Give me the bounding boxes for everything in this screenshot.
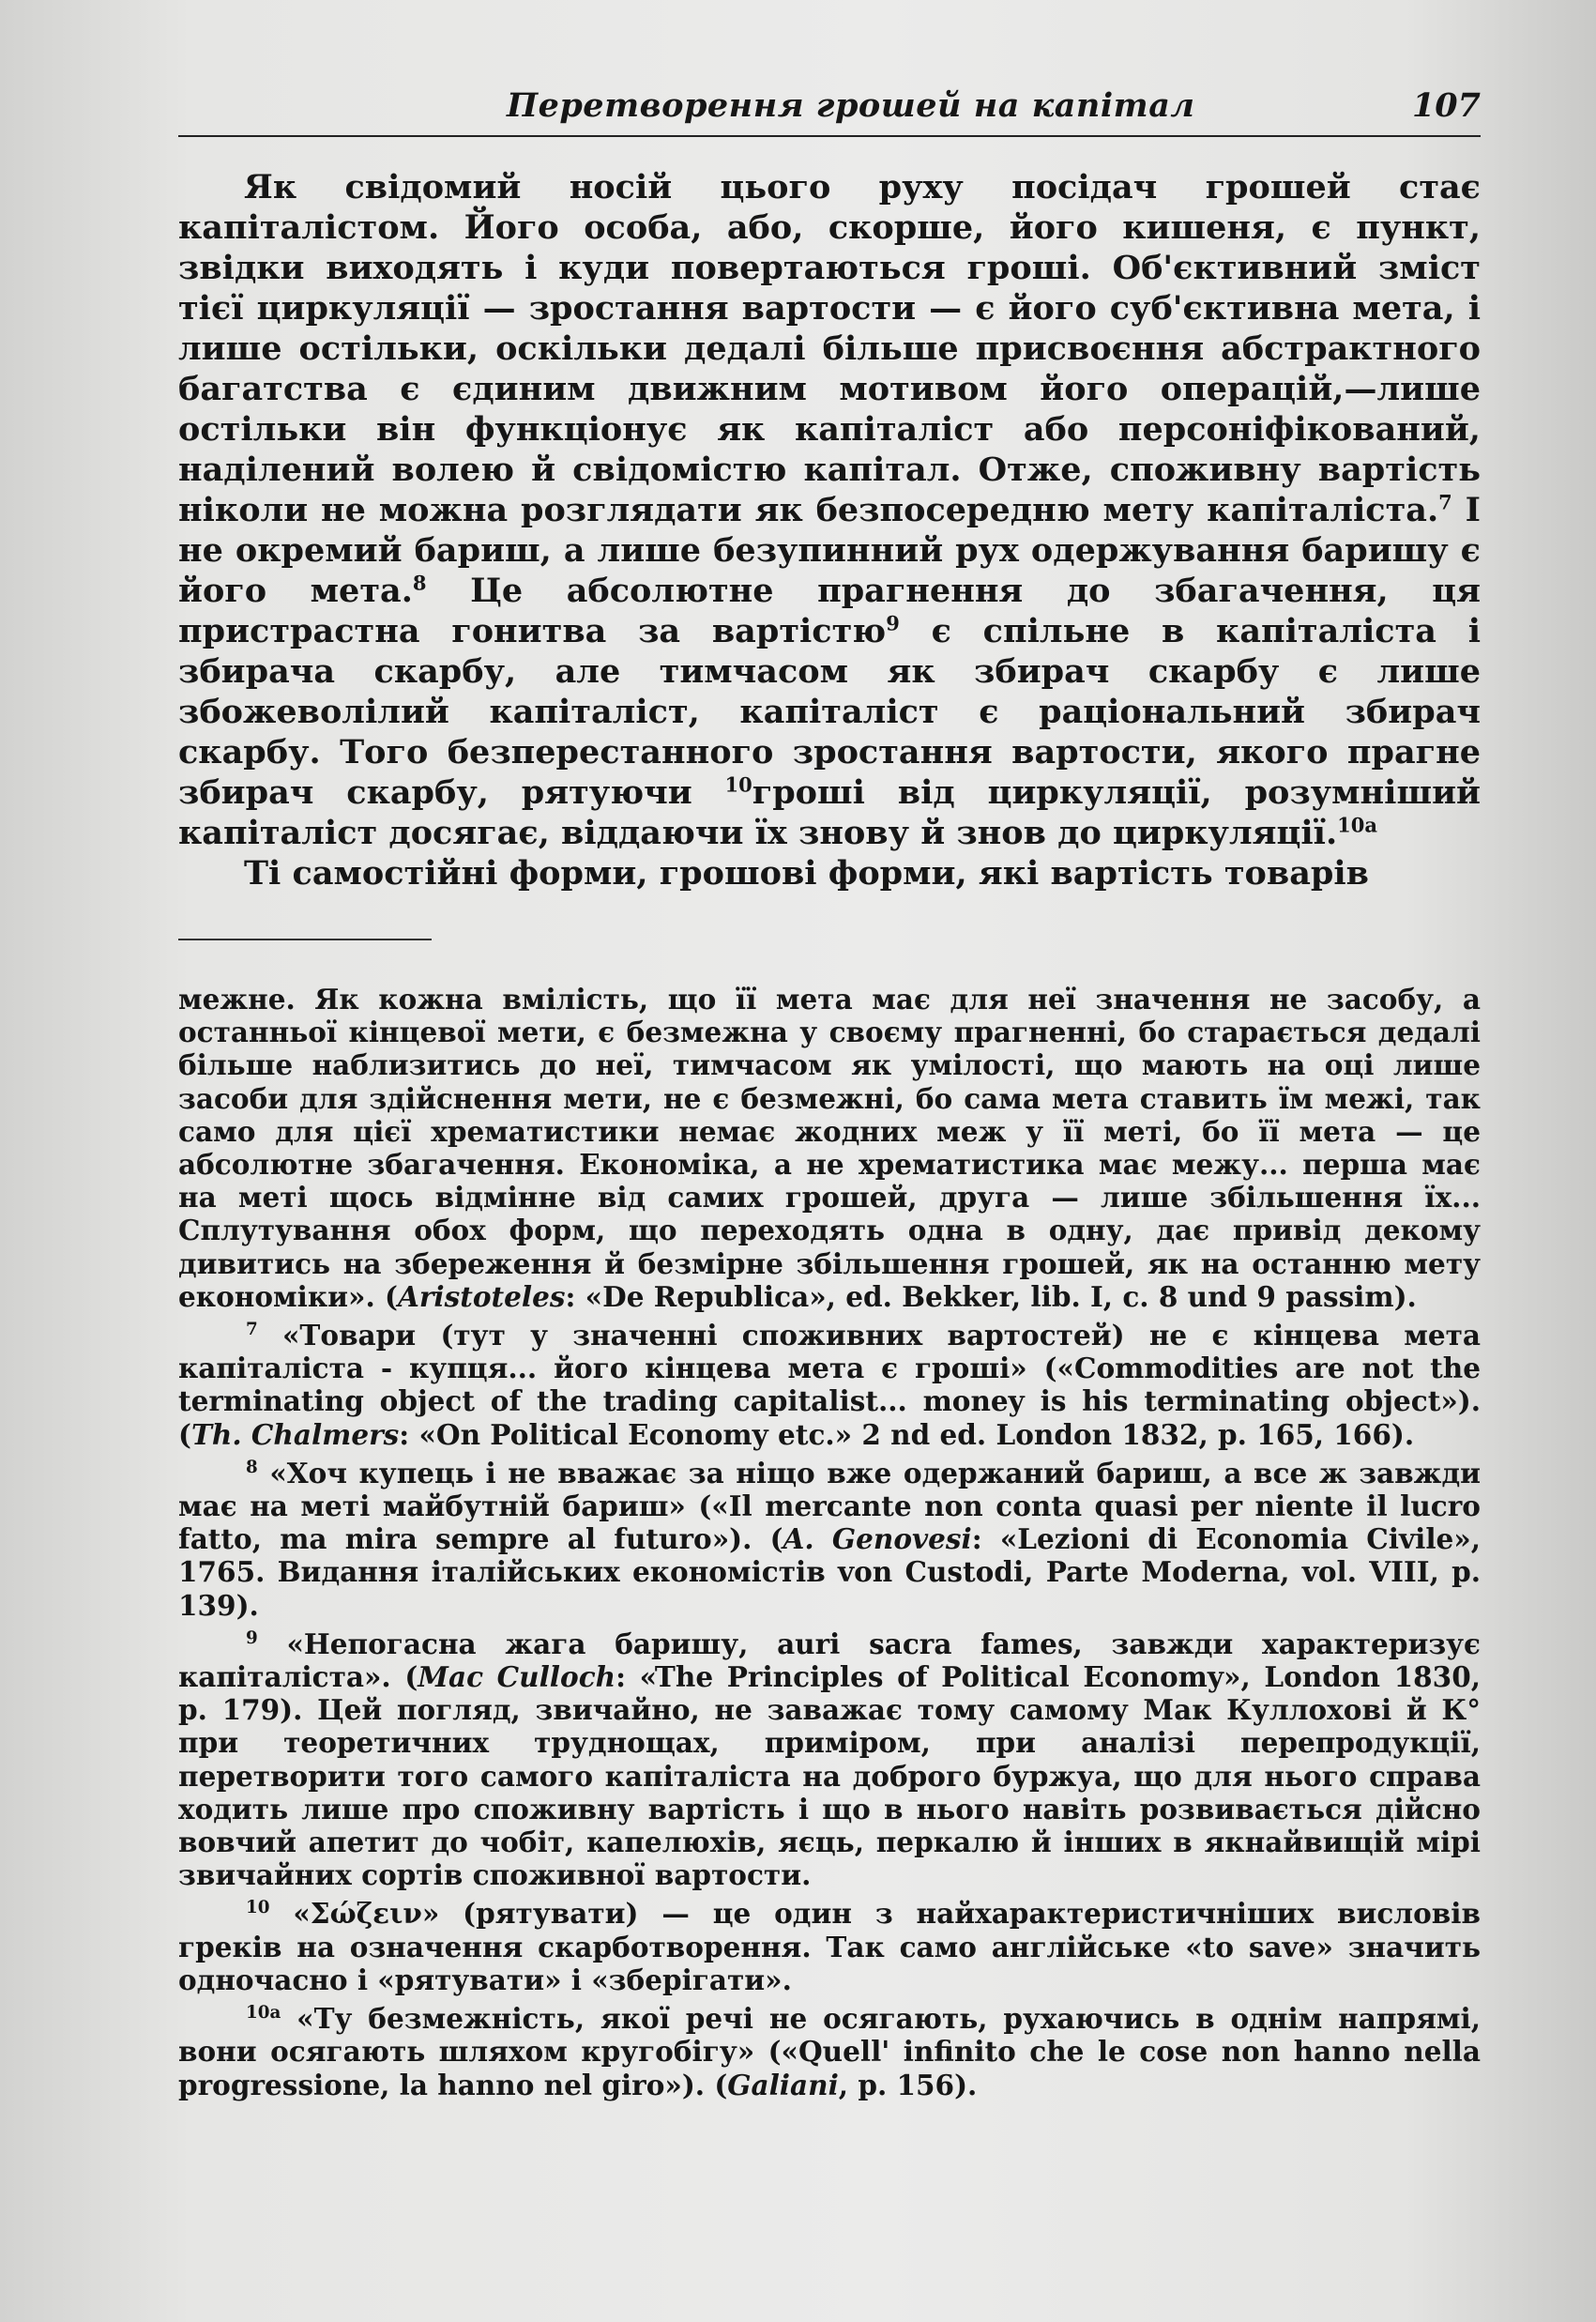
footnote-ref-10: 10 xyxy=(724,772,752,797)
footnote-8: $^8$ «Хоч купець і не вважає за ніщо вже одержаний бариш, а все ж завжди має на меті майбутній бариш» («Il mercante non conta quasi per niente il lucro fatto, ma mira sempre al futuro»). (A. Genovesi: «Lezioni di Economia Civile», 1765. Видання італійських економістів von Custodi, Parte Moderna, vol. VIII, p. 139). xyxy=(178,1456,1482,1622)
footnote-rule xyxy=(178,939,432,940)
footnote-mark: 10a xyxy=(246,2003,281,2024)
footnote-9: $^9$ «Непогасна жага баришу, auri sacra fames, завжди характеризує капіталіста». (Mac Culloch: «The Principles of Political Economy», London 1830, p. 179). Цей погляд, звичайно, не заважає тому самому Мак Куллохові й К° при теоретичних труднощах, приміром, при аналізі перепродукції, перетворити того самого капіталіста на доброго буржуа, що для нього справа ходить лише про споживну вартість і що в нього навіть розвивається дійсно вовчий апетит до чобіт, капелюхів, яєць, перкалю й інших в якнайвищій мірі звичайних сортів споживної вартости. xyxy=(178,1627,1481,1892)
footnotes xyxy=(178,983,1481,2101)
running-head: Перетворення грошей на капітал xyxy=(507,86,1195,125)
footnote-10: $^{10}$ «Σώζειν» (рятувати) — це один з найхарактеристичніших висловів греків на означення скарботворення. Так само англійське «to save» значить одночасно і «рятувати» і «зберігати». xyxy=(178,1897,1481,1996)
author-name: Th. Chalmers xyxy=(190,1417,400,1451)
page-header xyxy=(178,83,1481,141)
body-paragraph-1: Як свідомий носій цього руху посідач грошей стає капіталістом. Його особа, або, скорше, його кишеня, є пункт, звідки виходять і куди повертаються гроші. Об'єктивний зміст тієї циркуляції — зростання вартости — є його суб'єктивна мета, і лише остільки, оскільки дедалі більше присвоєння абстрактного багатства є єдиним движним мотивом його операцій,—лише остільки він функціонує як капіталіст або персоніфікований, наділений волею й свідомістю капітал. Отже, споживну вартість ніколи не можна розглядати як безпосередню мету капіталіста.$^7$ І не окремий бариш, а лише безупинний рух одержування баришу є його мета.$^8$ Це абсолютне прагнення до збагачення, ця пристрастна гонитва за вартістю$^9$ є спільне в капіталіста і збирача скарбу, але тимчасом як збирач скарбу є лише збожеволілий капіталіст, капіталіст є раціональний збирач скарбу. Того безперестанного зростання вартости, якого прагне збирач скарбу, рятуючи $^{10}$гроші від циркуляції, розумніший капіталіст досягає, віддаючи їх знову й знов до циркуляції.$^{10a}$ xyxy=(178,168,1481,852)
footnote-ref-7: 7 xyxy=(1438,490,1452,514)
page-number: 107 xyxy=(1411,86,1481,125)
body-paragraph-2: Ті самостійні форми, грошові форми, які вартість товарів xyxy=(244,854,1369,893)
author-name: A. Genovesi xyxy=(783,1522,972,1556)
footnote-continuation: межне. Як кожна вмілість, що її мета має для неї значення не засобу, а останньої кінцевої мети, є безмежна у своєму прагненні, бо старається дедалі більше наблизитись до неї, тимчасом як умілості, що мають на оці лише засоби для здійснення мети, не є безмежні, бо сама мета ставить їм межі, так само для цієї хрематистики немає жодних меж у її меті, бо її мета — це абсолютне збагачення. Економіка, а не хрематистика має межу... перша має на меті щось відмінне від самих грошей, друга — лише збільшення їх... Сплутування обох форм, що переходять одна в одну, дає привід декому дивитись на збереження й безмірне збільшення грошей, як на останню мету економіки». (Aristoteles: «De Republica», ed. Bekker, lib. I, c. 8 und 9 passim). xyxy=(178,983,1481,1313)
footnote-ref-8: 8 xyxy=(412,571,427,595)
footnote-ref-10a: 10a xyxy=(1337,813,1377,837)
footnote-10a: $^{10a}$ «Ту безмежність, якої речі не осягають, рухаючись в однім напрямі, вони осягають шляхом кругобігу» («Quell' infinito che le cose non hanno nella progressione, la hanno nel giro»). (Galiani, p. 156). xyxy=(178,2002,1481,2101)
footnote-mark: 8 xyxy=(246,1458,258,1478)
footnote-mark: 9 xyxy=(246,1628,258,1649)
footnote-mark: 10 xyxy=(246,1898,270,1918)
footnote-mark: 7 xyxy=(246,1320,258,1340)
main-text xyxy=(178,167,1481,894)
header-rule xyxy=(178,135,1481,137)
author-name: Mac Culloch xyxy=(418,1660,616,1694)
author-name: Aristoteles xyxy=(397,1279,566,1313)
author-name: Galiani xyxy=(727,2068,839,2101)
footnote-7: $^7$ «Товари (тут у значенні споживних вартостей) не є кінцева мета капіталіста - купця... його кінцева мета є гроші» («Commodities are not the terminating object of the trading capitalist... money is his terminating object»). (Th. Chalmers: «On Political Economy etc.» 2 nd ed. London 1832, p. 165, 166). xyxy=(178,1319,1481,1451)
footnote-ref-9: 9 xyxy=(886,611,900,635)
